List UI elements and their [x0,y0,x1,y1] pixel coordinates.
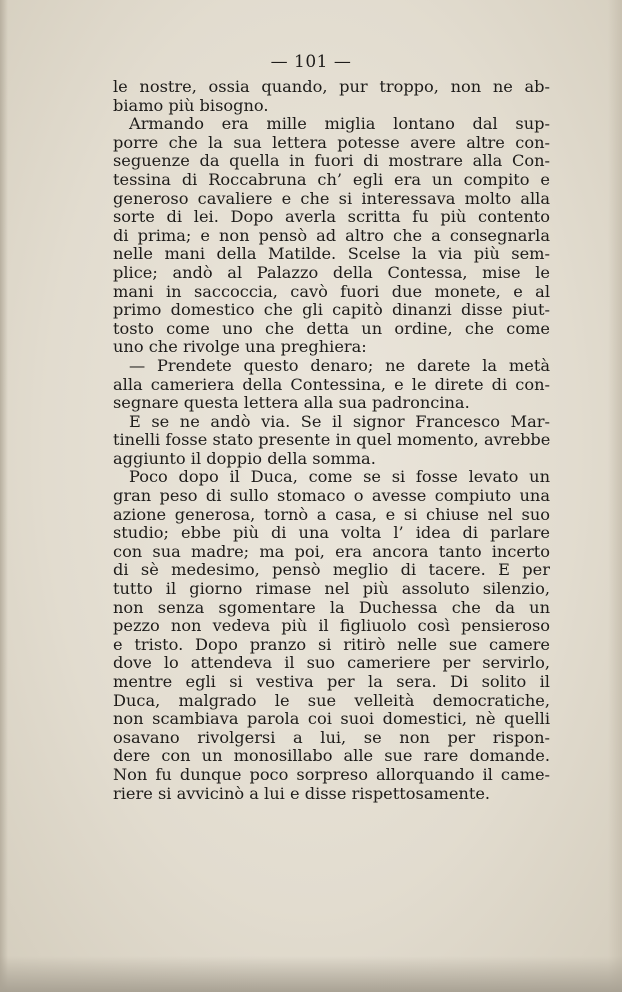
text-line: con sua madre; ma poi, era ancora tanto incerto [113,541,550,561]
text-line: non scambiava parola coi suoi domestici, nè quelli [113,709,550,729]
page-edge-shadow-left [0,0,8,992]
text-line: seguenze da quella in fuori di mostrare alla Con- [113,151,550,171]
text-line: segnare questa lettera alla sua padroncina. [113,393,470,413]
text-line: primo domestico che gli capitò dinanzi disse piut- [113,300,550,320]
text-line: di sè medesimo, pensò meglio di tacere. E per [113,560,550,580]
text-line: alla cameriera della Contessina, e le direte di con- [113,374,550,394]
page-number: — 101 — [270,52,352,72]
text-line: dere con un monosillabo alle sue rare domande. [113,746,550,766]
text-line: Armando era mille miglia lontano dal sup- [129,114,550,134]
page-edge-shadow-right [608,0,622,992]
text-line: tessina di Roccabruna ch’ egli era un compito e [113,169,550,189]
text-line: pezzo non vedeva più il figliuolo così pensieroso [113,616,550,636]
text-line: mani in saccoccia, cavò fuori due monete, e al [113,281,550,301]
text-line: tosto come uno che detta un ordine, che come [113,318,550,338]
text-line: riere si avvicinò a lui e disse rispettosamente. [113,783,491,803]
text-line: mentre egli si vestiva per la sera. Di solito il [113,672,550,691]
text-line: aggiunto il doppio della somma. [113,448,376,468]
text-line: e tristo. Dopo pranzo si ritirò nelle sue camere [113,634,550,654]
text-line: Non fu dunque poco sorpreso allorquando il came- [113,764,550,784]
text-line: nelle mani della Matilde. Scelse la via più sem- [113,244,550,264]
text-line: E se ne andò via. Se il signor Francesco Mar- [129,411,550,431]
text-line: uno che rivolge una preghiera: [113,337,367,357]
text-line: dove lo attendeva il suo cameriere per servirlo, [113,653,550,673]
text-line: osavano rivolgersi a lui, se non per rispon- [113,727,550,747]
page-edge-shadow-bottom [0,956,622,992]
text-line: studio; ebbe più di una volta l’ idea di parlare [113,523,550,543]
text-line: porre che la sua lettera potesse avere altre con- [113,132,550,152]
body-text [113,78,550,803]
text-line: — Prendete questo denaro; ne darete la metà [129,355,550,375]
text-line: le nostre, ossia quando, pur troppo, non ne ab- [113,77,550,96]
text-line: gran peso di sullo stomaco o avesse compiuto una [113,486,550,506]
text-line: generoso cavaliere e che si interessava molto alla [113,188,550,208]
text-line: tutto il giorno rimase nel più assoluto silenzio, [113,579,550,599]
text-line: Duca, malgrado le sue velleità democratiche, [113,690,550,710]
text-line: non senza sgomentare la Duchessa che da un [113,597,550,617]
text-line: sorte di lei. Dopo averla scritta fu più contento [113,207,550,227]
text-line: di prima; e non pensò ad altro che a consegnarla [113,225,550,245]
text-line: Poco dopo il Duca, come se si fosse levato un [129,467,550,487]
text-line: biamo più bisogno. [113,95,269,115]
text-line: azione generosa, tornò a casa, e si chiuse nel suo [113,504,550,524]
text-line: plice; andò al Palazzo della Contessa, mise le [113,262,550,282]
text-line: tinelli fosse stato presente in quel momento, avrebbe [113,430,551,450]
